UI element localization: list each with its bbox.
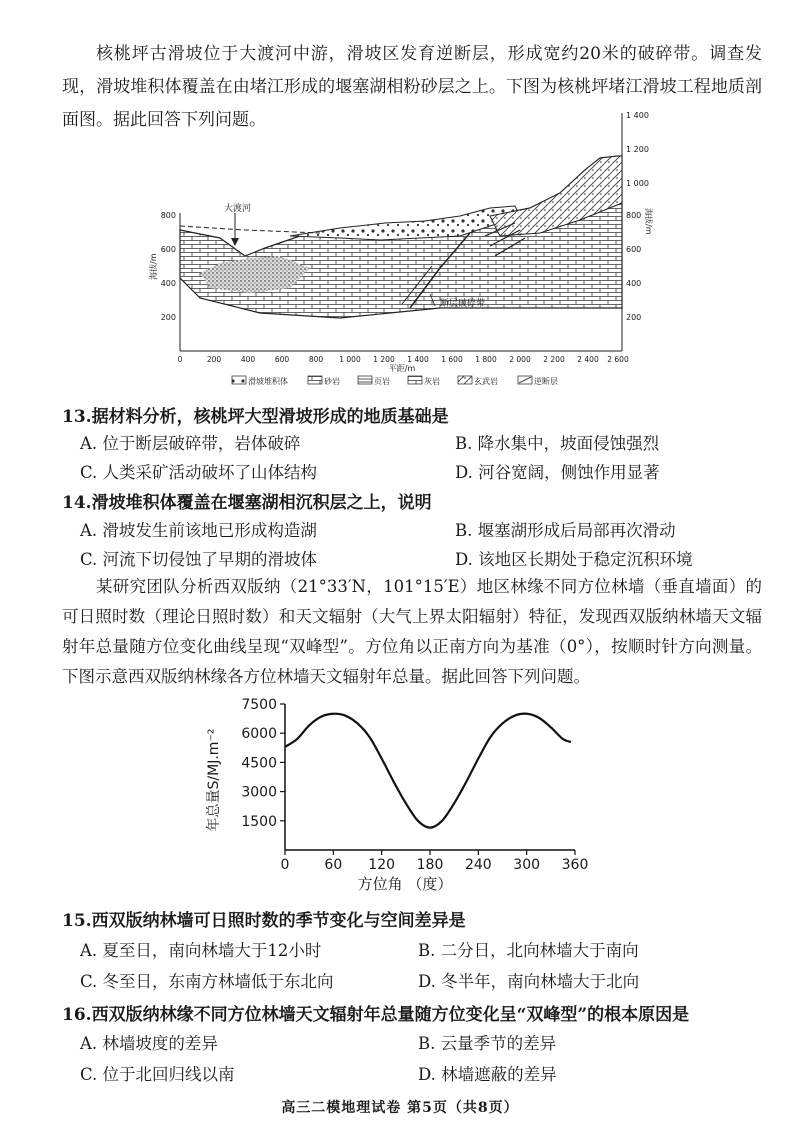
question-14-stem: 14.滑坡堆积体覆盖在堰塞湖相沉积层之上，说明 bbox=[62, 493, 432, 513]
chart-x-label: 方位角 （度） bbox=[357, 875, 453, 893]
question-15-stem: 15.西双版纳林墙可日照时数的季节变化与空间差异是 bbox=[62, 911, 466, 931]
q16-option-b[interactable]: B. 云量季节的差异 bbox=[418, 1034, 557, 1053]
q14-option-d[interactable]: D. 该地区长期处于稳定沉积环境 bbox=[455, 550, 693, 569]
q13-option-c[interactable]: C. 人类采矿活动破坏了山体结构 bbox=[80, 463, 318, 482]
q14-option-b[interactable]: B. 堰塞湖形成后局部再次滑动 bbox=[455, 521, 676, 540]
legend-item: 砂岩 bbox=[324, 377, 340, 386]
left-tick: 200 bbox=[160, 313, 176, 322]
series-line bbox=[285, 714, 571, 828]
x-tick: 1 400 bbox=[407, 355, 429, 364]
fault-zone-label: 断层破碎带 bbox=[440, 299, 486, 309]
q14-option-a[interactable]: A. 滑坡发生前该地已形成构造湖 bbox=[80, 521, 317, 540]
x-tick: 1 800 bbox=[475, 355, 497, 364]
q13-option-a[interactable]: A. 位于断层破碎带，岩体破碎 bbox=[80, 434, 301, 453]
x-tick: 800 bbox=[308, 355, 324, 364]
q16-option-d[interactable]: D. 林墙遮蔽的差异 bbox=[418, 1065, 557, 1084]
x-tick-label: 360 bbox=[561, 857, 589, 873]
y-tick-label: 7500 bbox=[241, 697, 277, 713]
x-tick-label: 120 bbox=[368, 857, 396, 873]
x-tick: 400 bbox=[240, 355, 256, 364]
x-tick: 1 200 bbox=[373, 355, 395, 364]
page-footer: 高三二模地理试卷 第5页（共8页） bbox=[281, 1100, 519, 1116]
y-tick-label: 4500 bbox=[241, 755, 277, 772]
x-tick: 2 000 bbox=[509, 355, 531, 364]
y-tick-label: 3000 bbox=[241, 784, 277, 801]
right-tick: 600 bbox=[626, 245, 642, 254]
legend-item: 页岩 bbox=[374, 377, 390, 386]
x-tick: 200 bbox=[206, 355, 222, 364]
y-tick-label: 1500 bbox=[241, 813, 277, 830]
intro-paragraph-1: 核桃坪古滑坡位于大渡河中游，滑坡区发育逆断层，形成宽约20米的破碎带。调查发现，滑坡堆积体覆盖在由堵江形成的堰塞湖相粉砂层之上。下图为核桃坪堵江滑坡工程地质剖面图。据此回答下列问题。 bbox=[62, 44, 762, 130]
q15-option-c[interactable]: C. 冬至日，东南方林墙低于东北向 bbox=[80, 972, 334, 991]
x-tick: 2 400 bbox=[577, 355, 599, 364]
question-16-stem: 16.西双版纳林缘不同方位林墙天文辐射年总量随方位变化呈“双峰型”的根本原因是 bbox=[62, 1005, 690, 1025]
q15-option-a[interactable]: A. 夏至日，南向林墙大于12小时 bbox=[80, 941, 322, 960]
x-tick-label: 180 bbox=[416, 857, 444, 873]
radiation-chart bbox=[200, 692, 600, 897]
y-tick-label: 6000 bbox=[241, 726, 277, 743]
x-tick: 2 200 bbox=[543, 355, 565, 364]
right-tick: 1 000 bbox=[626, 179, 649, 188]
x-tick-label: 60 bbox=[324, 857, 343, 873]
q15-option-b[interactable]: B. 二分日，北向林墙大于南向 bbox=[418, 941, 639, 960]
left-axis-label: 海拔/m bbox=[149, 253, 158, 280]
legend-item: 滑坡堆积体 bbox=[248, 377, 288, 386]
x-axis-label: 平距/m bbox=[388, 364, 416, 373]
x-tick: 1 000 bbox=[339, 355, 361, 364]
x-tick-label: 240 bbox=[464, 857, 492, 873]
x-tick-label: 300 bbox=[513, 857, 541, 873]
q16-option-c[interactable]: C. 位于北回归线以南 bbox=[80, 1065, 235, 1084]
right-tick: 800 bbox=[626, 211, 642, 220]
left-tick: 400 bbox=[160, 279, 176, 288]
question-13-stem: 13.据材料分析，核桃坪大型滑坡形成的地质基础是 bbox=[62, 407, 449, 427]
q14-option-c[interactable]: C. 河流下切侵蚀了早期的滑坡体 bbox=[80, 550, 318, 569]
geological-profile bbox=[140, 108, 660, 390]
q16-option-a[interactable]: A. 林墙坡度的差异 bbox=[80, 1034, 218, 1053]
chart-y-label: 年总量S/MJ.m⁻² bbox=[206, 728, 222, 832]
right-tick: 1 400 bbox=[626, 111, 649, 120]
q13-option-b[interactable]: B. 降水集中，坡面侵蚀强烈 bbox=[455, 434, 660, 453]
right-axis-label: 海拔/m bbox=[644, 208, 653, 235]
x-tick: 2 600 bbox=[607, 355, 629, 364]
intro-paragraph-2: 某研究团队分析西双版纳（21°33′N，101°15′E）地区林缘不同方位林墙（垂直墙面）的可日照时数（理论日照时数）和天文辐射（大气上界太阳辐射）特征，发现西双版纳林墙天文辐射年总量随方位变化曲线呈现“双峰型”。方位角以正南方向为基准（0°），按顺时针方向测量。下图示意西双版纳林缘各方位林墙天文辐射年总量。据此回答下列问题。 bbox=[62, 577, 762, 686]
legend-item: 逆断层 bbox=[534, 377, 558, 386]
legend-item: 灰岩 bbox=[424, 377, 440, 386]
river-label: 大渡河 bbox=[224, 204, 252, 214]
q13-option-d[interactable]: D. 河谷宽阔，侧蚀作用显著 bbox=[455, 463, 660, 482]
q15-option-d[interactable]: D. 冬半年，南向林墙大于北向 bbox=[418, 972, 640, 991]
right-tick: 200 bbox=[626, 313, 642, 322]
left-tick: 800 bbox=[160, 211, 176, 220]
legend-item: 玄武岩 bbox=[474, 377, 498, 386]
right-tick: 400 bbox=[626, 279, 642, 288]
right-tick: 1 200 bbox=[626, 145, 649, 154]
left-tick: 600 bbox=[160, 245, 176, 254]
x-tick: 0 bbox=[177, 355, 183, 364]
x-tick: 1 600 bbox=[441, 355, 463, 364]
x-tick-label: 0 bbox=[280, 857, 290, 873]
x-tick: 600 bbox=[274, 355, 290, 364]
